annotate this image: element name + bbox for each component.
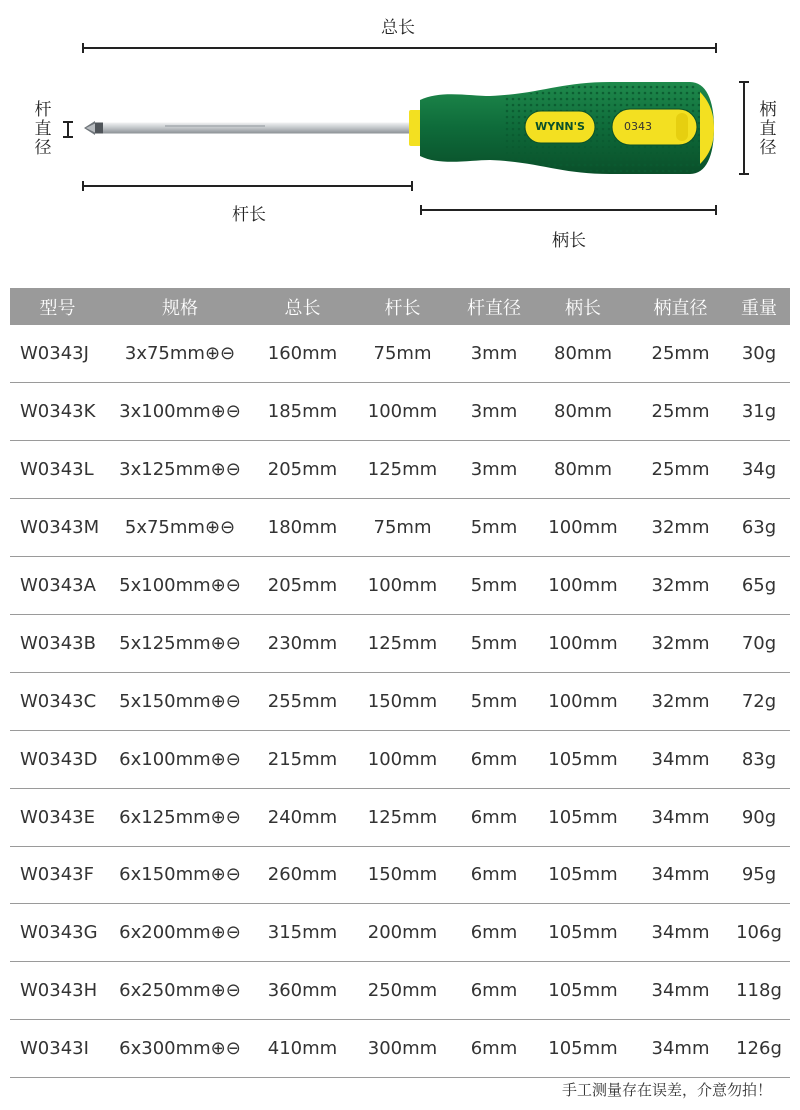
cell-model: W0343D — [10, 730, 105, 788]
total-length-dimension — [83, 43, 716, 53]
header-weight: 重量 — [728, 288, 790, 325]
table-row — [10, 788, 790, 846]
cell-handle-length: 80mm — [533, 325, 633, 383]
handle-code: 0343 — [624, 120, 652, 133]
cell-model: W0343M — [10, 499, 105, 557]
cell-handle-length: 100mm — [533, 499, 633, 557]
spec-table-header — [10, 288, 790, 325]
cell-handle-length: 105mm — [533, 846, 633, 904]
cell-model: W0343A — [10, 557, 105, 615]
cell-handle-diameter: 34mm — [633, 904, 728, 962]
cell-shaft-length: 125mm — [350, 614, 455, 672]
cell-weight: 118g — [728, 962, 790, 1020]
cell-total-length: 255mm — [255, 672, 350, 730]
cell-shaft-length: 150mm — [350, 846, 455, 904]
cell-shaft-length: 150mm — [350, 672, 455, 730]
cell-shaft-length: 300mm — [350, 1020, 455, 1078]
cell-spec: 6x150mm⊕⊖ — [105, 846, 255, 904]
cell-total-length: 240mm — [255, 788, 350, 846]
cell-spec: 5x75mm⊕⊖ — [105, 499, 255, 557]
cell-model: W0343I — [10, 1020, 105, 1078]
cell-total-length: 215mm — [255, 730, 350, 788]
cell-shaft-diameter: 3mm — [455, 441, 533, 499]
cell-shaft-diameter: 3mm — [455, 383, 533, 441]
cell-shaft-length: 75mm — [350, 325, 455, 383]
cell-shaft-diameter: 6mm — [455, 904, 533, 962]
cell-total-length: 410mm — [255, 1020, 350, 1078]
handle-diameter-dimension — [739, 82, 749, 174]
cell-shaft-length: 125mm — [350, 441, 455, 499]
table-row — [10, 1020, 790, 1078]
cell-weight: 70g — [728, 614, 790, 672]
spec-table — [10, 288, 790, 1078]
cell-model: W0343K — [10, 383, 105, 441]
handle-diameter-label: 柄直径 — [759, 100, 777, 158]
shaft-diameter-marker — [63, 122, 73, 137]
cell-shaft-length: 100mm — [350, 557, 455, 615]
cell-handle-length: 105mm — [533, 904, 633, 962]
cell-handle-diameter: 25mm — [633, 441, 728, 499]
header-shaft-diameter: 杆直径 — [455, 288, 533, 325]
cell-shaft-diameter: 6mm — [455, 788, 533, 846]
cell-weight: 90g — [728, 788, 790, 846]
table-row — [10, 325, 790, 383]
cell-shaft-diameter: 6mm — [455, 962, 533, 1020]
cell-shaft-length: 125mm — [350, 788, 455, 846]
table-row — [10, 672, 790, 730]
cell-spec: 6x100mm⊕⊖ — [105, 730, 255, 788]
cell-model: W0343G — [10, 904, 105, 962]
cell-handle-length: 80mm — [533, 441, 633, 499]
header-shaft-length: 杆长 — [350, 288, 455, 325]
cell-model: W0343E — [10, 788, 105, 846]
cell-handle-length: 80mm — [533, 383, 633, 441]
cell-spec: 3x75mm⊕⊖ — [105, 325, 255, 383]
cell-shaft-diameter: 5mm — [455, 672, 533, 730]
cell-weight: 106g — [728, 904, 790, 962]
brand-logo: WYNN'S — [535, 120, 585, 133]
screwdriver-shaft — [84, 121, 415, 135]
header-total-length: 总长 — [255, 288, 350, 325]
cell-handle-diameter: 32mm — [633, 499, 728, 557]
cell-model: W0343H — [10, 962, 105, 1020]
table-row — [10, 441, 790, 499]
cell-spec: 5x125mm⊕⊖ — [105, 614, 255, 672]
cell-shaft-length: 250mm — [350, 962, 455, 1020]
cell-handle-diameter: 25mm — [633, 325, 728, 383]
cell-handle-length: 105mm — [533, 1020, 633, 1078]
shaft-length-dimension — [83, 181, 412, 191]
cell-handle-length: 100mm — [533, 672, 633, 730]
header-model: 型号 — [10, 288, 105, 325]
cell-spec: 6x300mm⊕⊖ — [105, 1020, 255, 1078]
cell-model: W0343L — [10, 441, 105, 499]
cell-total-length: 360mm — [255, 962, 350, 1020]
cell-handle-diameter: 32mm — [633, 614, 728, 672]
cell-weight: 95g — [728, 846, 790, 904]
cell-weight: 72g — [728, 672, 790, 730]
cell-model: W0343J — [10, 325, 105, 383]
cell-spec: 6x250mm⊕⊖ — [105, 962, 255, 1020]
cell-shaft-diameter: 6mm — [455, 1020, 533, 1078]
table-row — [10, 383, 790, 441]
cell-weight: 83g — [728, 730, 790, 788]
table-row — [10, 730, 790, 788]
cell-handle-length: 105mm — [533, 788, 633, 846]
cell-handle-diameter: 34mm — [633, 730, 728, 788]
cell-weight: 65g — [728, 557, 790, 615]
cell-weight: 34g — [728, 441, 790, 499]
cell-shaft-diameter: 5mm — [455, 614, 533, 672]
cell-weight: 126g — [728, 1020, 790, 1078]
cell-handle-length: 100mm — [533, 614, 633, 672]
handle-length-label: 柄长 — [552, 231, 586, 251]
cell-handle-length: 100mm — [533, 557, 633, 615]
shaft-length-label: 杆长 — [232, 205, 266, 225]
cell-shaft-length: 100mm — [350, 383, 455, 441]
cell-total-length: 315mm — [255, 904, 350, 962]
table-row — [10, 614, 790, 672]
table-row — [10, 557, 790, 615]
cell-shaft-length: 100mm — [350, 730, 455, 788]
cell-spec: 3x100mm⊕⊖ — [105, 383, 255, 441]
cell-handle-diameter: 34mm — [633, 846, 728, 904]
screwdriver-illustration — [0, 0, 800, 285]
cell-shaft-diameter: 6mm — [455, 730, 533, 788]
handle-length-dimension — [421, 205, 716, 215]
dimension-diagram — [0, 0, 800, 285]
header-spec: 规格 — [105, 288, 255, 325]
cell-total-length: 205mm — [255, 441, 350, 499]
cell-model: W0343C — [10, 672, 105, 730]
cell-total-length: 160mm — [255, 325, 350, 383]
total-length-label: 总长 — [381, 18, 415, 38]
cell-shaft-diameter: 5mm — [455, 557, 533, 615]
cell-weight: 31g — [728, 383, 790, 441]
cell-spec: 5x150mm⊕⊖ — [105, 672, 255, 730]
spec-table-body — [10, 325, 790, 1078]
cell-shaft-length: 75mm — [350, 499, 455, 557]
cell-handle-diameter: 34mm — [633, 788, 728, 846]
cell-total-length: 180mm — [255, 499, 350, 557]
cell-handle-length: 105mm — [533, 962, 633, 1020]
cell-shaft-diameter: 5mm — [455, 499, 533, 557]
cell-shaft-length: 200mm — [350, 904, 455, 962]
table-row — [10, 499, 790, 557]
cell-spec: 3x125mm⊕⊖ — [105, 441, 255, 499]
cell-model: W0343F — [10, 846, 105, 904]
cell-weight: 63g — [728, 499, 790, 557]
table-row — [10, 962, 790, 1020]
header-handle-length: 柄长 — [533, 288, 633, 325]
measurement-disclaimer: 手工测量存在误差，介意勿拍！ — [561, 1081, 772, 1099]
cell-model: W0343B — [10, 614, 105, 672]
cell-total-length: 185mm — [255, 383, 350, 441]
cell-total-length: 230mm — [255, 614, 350, 672]
cell-spec: 6x125mm⊕⊖ — [105, 788, 255, 846]
cell-handle-length: 105mm — [533, 730, 633, 788]
header-row — [10, 288, 790, 325]
header-handle-diameter: 柄直径 — [633, 288, 728, 325]
cell-total-length: 260mm — [255, 846, 350, 904]
cell-spec: 6x200mm⊕⊖ — [105, 904, 255, 962]
cell-shaft-diameter: 6mm — [455, 846, 533, 904]
shaft-diameter-label: 杆直径 — [34, 100, 52, 158]
cell-handle-diameter: 32mm — [633, 672, 728, 730]
cell-shaft-diameter: 3mm — [455, 325, 533, 383]
cell-total-length: 205mm — [255, 557, 350, 615]
cell-spec: 5x100mm⊕⊖ — [105, 557, 255, 615]
cell-handle-diameter: 32mm — [633, 557, 728, 615]
cell-handle-diameter: 25mm — [633, 383, 728, 441]
table-row — [10, 846, 790, 904]
table-row — [10, 904, 790, 962]
cell-handle-diameter: 34mm — [633, 1020, 728, 1078]
cell-handle-diameter: 34mm — [633, 962, 728, 1020]
cell-weight: 30g — [728, 325, 790, 383]
